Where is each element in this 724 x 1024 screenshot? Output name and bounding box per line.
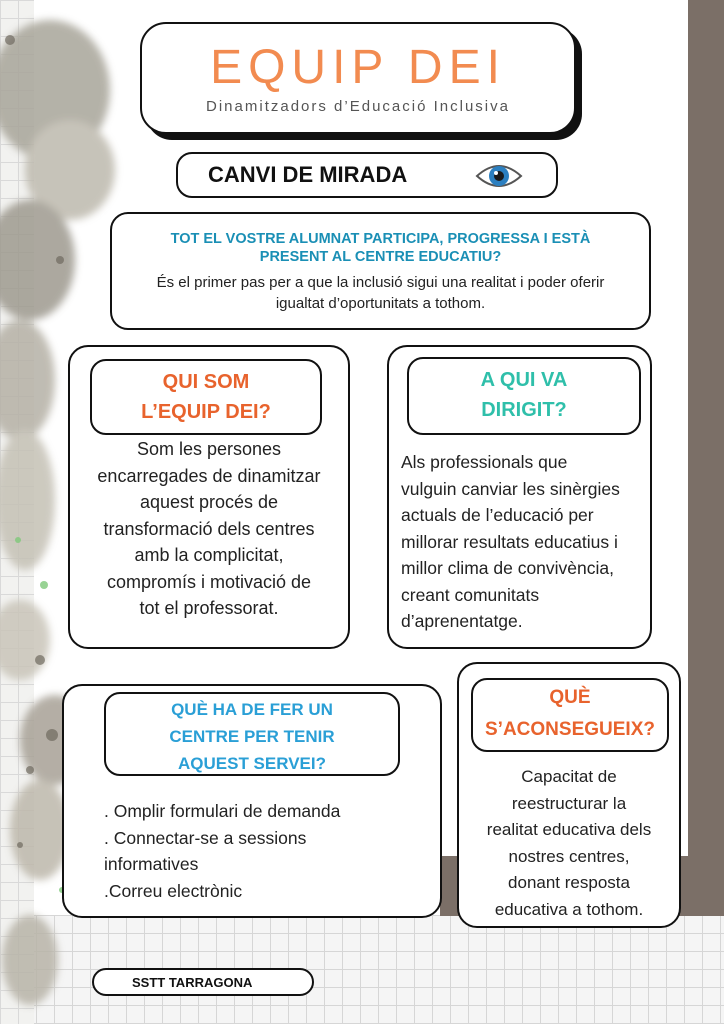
intro-body-line: És el primer pas per a que la inclusió sigui una realitat i poder oferir	[156, 274, 605, 291]
a-qui-va-heading: DIRIGIT?	[481, 399, 567, 421]
text-line: donant resposta	[508, 873, 630, 892]
text-line: tot el professorat.	[139, 598, 279, 618]
page-title: EQUIP DEI	[210, 41, 506, 94]
text-line: actuals de l’educació per	[401, 505, 594, 525]
eye-icon	[474, 160, 524, 192]
intro-heading	[116, 230, 645, 266]
list-item: .Correu electrònic	[104, 880, 243, 901]
que-ha-de-fer-heading: AQUEST SERVEI?	[178, 754, 326, 773]
que-saconsegueix-heading: QUÈ	[549, 687, 591, 708]
qui-som-card	[68, 345, 350, 649]
text-line: millorar resultats educatius i	[401, 531, 618, 552]
text-line: compromís i motivació de	[106, 571, 312, 592]
brown-side-panel	[688, 0, 724, 916]
text-line: Som les persones	[136, 439, 282, 459]
que-saconsegueix-card	[457, 662, 681, 928]
intro-body	[116, 272, 645, 314]
banner-canvi-de-mirada	[176, 152, 558, 198]
que-saconsegueix-heading-box	[471, 678, 669, 752]
text-line: d’aprenentatge.	[401, 611, 523, 631]
intro-heading-line: PRESENT AL CENTRE EDUCATIU?	[259, 249, 502, 265]
banner-label: CANVI DE MIRADA	[208, 162, 408, 187]
a-qui-va-body	[401, 449, 646, 635]
a-qui-va-heading: A QUI VA	[480, 369, 568, 391]
que-ha-de-fer-card	[62, 684, 442, 918]
text-line: transformació dels centres	[103, 518, 315, 539]
text-line: aquest procés de	[139, 492, 279, 512]
a-qui-va-heading-box	[407, 357, 641, 435]
que-ha-de-fer-heading-box	[104, 692, 400, 776]
list-item: . Connectar-se a sessions	[104, 827, 307, 848]
que-saconsegueix-heading: S’ACONSEGUEIX?	[485, 719, 655, 740]
text-line: Als professionals que	[401, 452, 568, 472]
text-line: millor clima de convivència,	[401, 558, 614, 578]
list-item: informatives	[104, 854, 199, 874]
intro-body-line: igualtat d’oportunitats a tothom.	[275, 295, 486, 312]
title-card	[140, 22, 576, 134]
page-subtitle: Dinamitzadors d’Educació Inclusiva	[206, 98, 510, 115]
que-ha-de-fer-body	[104, 798, 434, 904]
intro-heading-line: TOT EL VOSTRE ALUMNAT PARTICIPA, PROGRESSA I ESTÀ	[170, 231, 591, 247]
qui-som-body	[76, 436, 342, 622]
intro-card	[110, 212, 651, 330]
que-saconsegueix-body	[463, 764, 675, 923]
footer-tag	[92, 968, 314, 996]
que-ha-de-fer-heading: CENTRE PER TENIR	[169, 727, 335, 746]
list-item: . Omplir formulari de demanda	[104, 801, 341, 821]
text-line: reestructurar la	[511, 793, 627, 813]
footer-label: SSTT TARRAGONA	[132, 975, 253, 990]
text-line: Capacitat de	[521, 767, 617, 786]
text-line: encarregades de dinamitzar	[97, 465, 321, 486]
qui-som-heading: L’EQUIP DEI?	[141, 401, 271, 423]
text-line: realitat educativa dels	[486, 820, 652, 839]
qui-som-heading-box	[90, 359, 322, 435]
qui-som-heading: QUI SOM	[162, 371, 250, 393]
text-line: amb la complicitat,	[134, 545, 284, 565]
a-qui-va-card	[387, 345, 652, 649]
text-line: nostres centres,	[508, 846, 630, 866]
que-ha-de-fer-heading: QUÈ HA DE FER UN	[171, 700, 333, 719]
text-line: vulguin canviar les sinèrgies	[401, 478, 620, 499]
text-line: creant comunitats	[401, 584, 540, 605]
text-line: educativa a tothom.	[494, 899, 644, 919]
